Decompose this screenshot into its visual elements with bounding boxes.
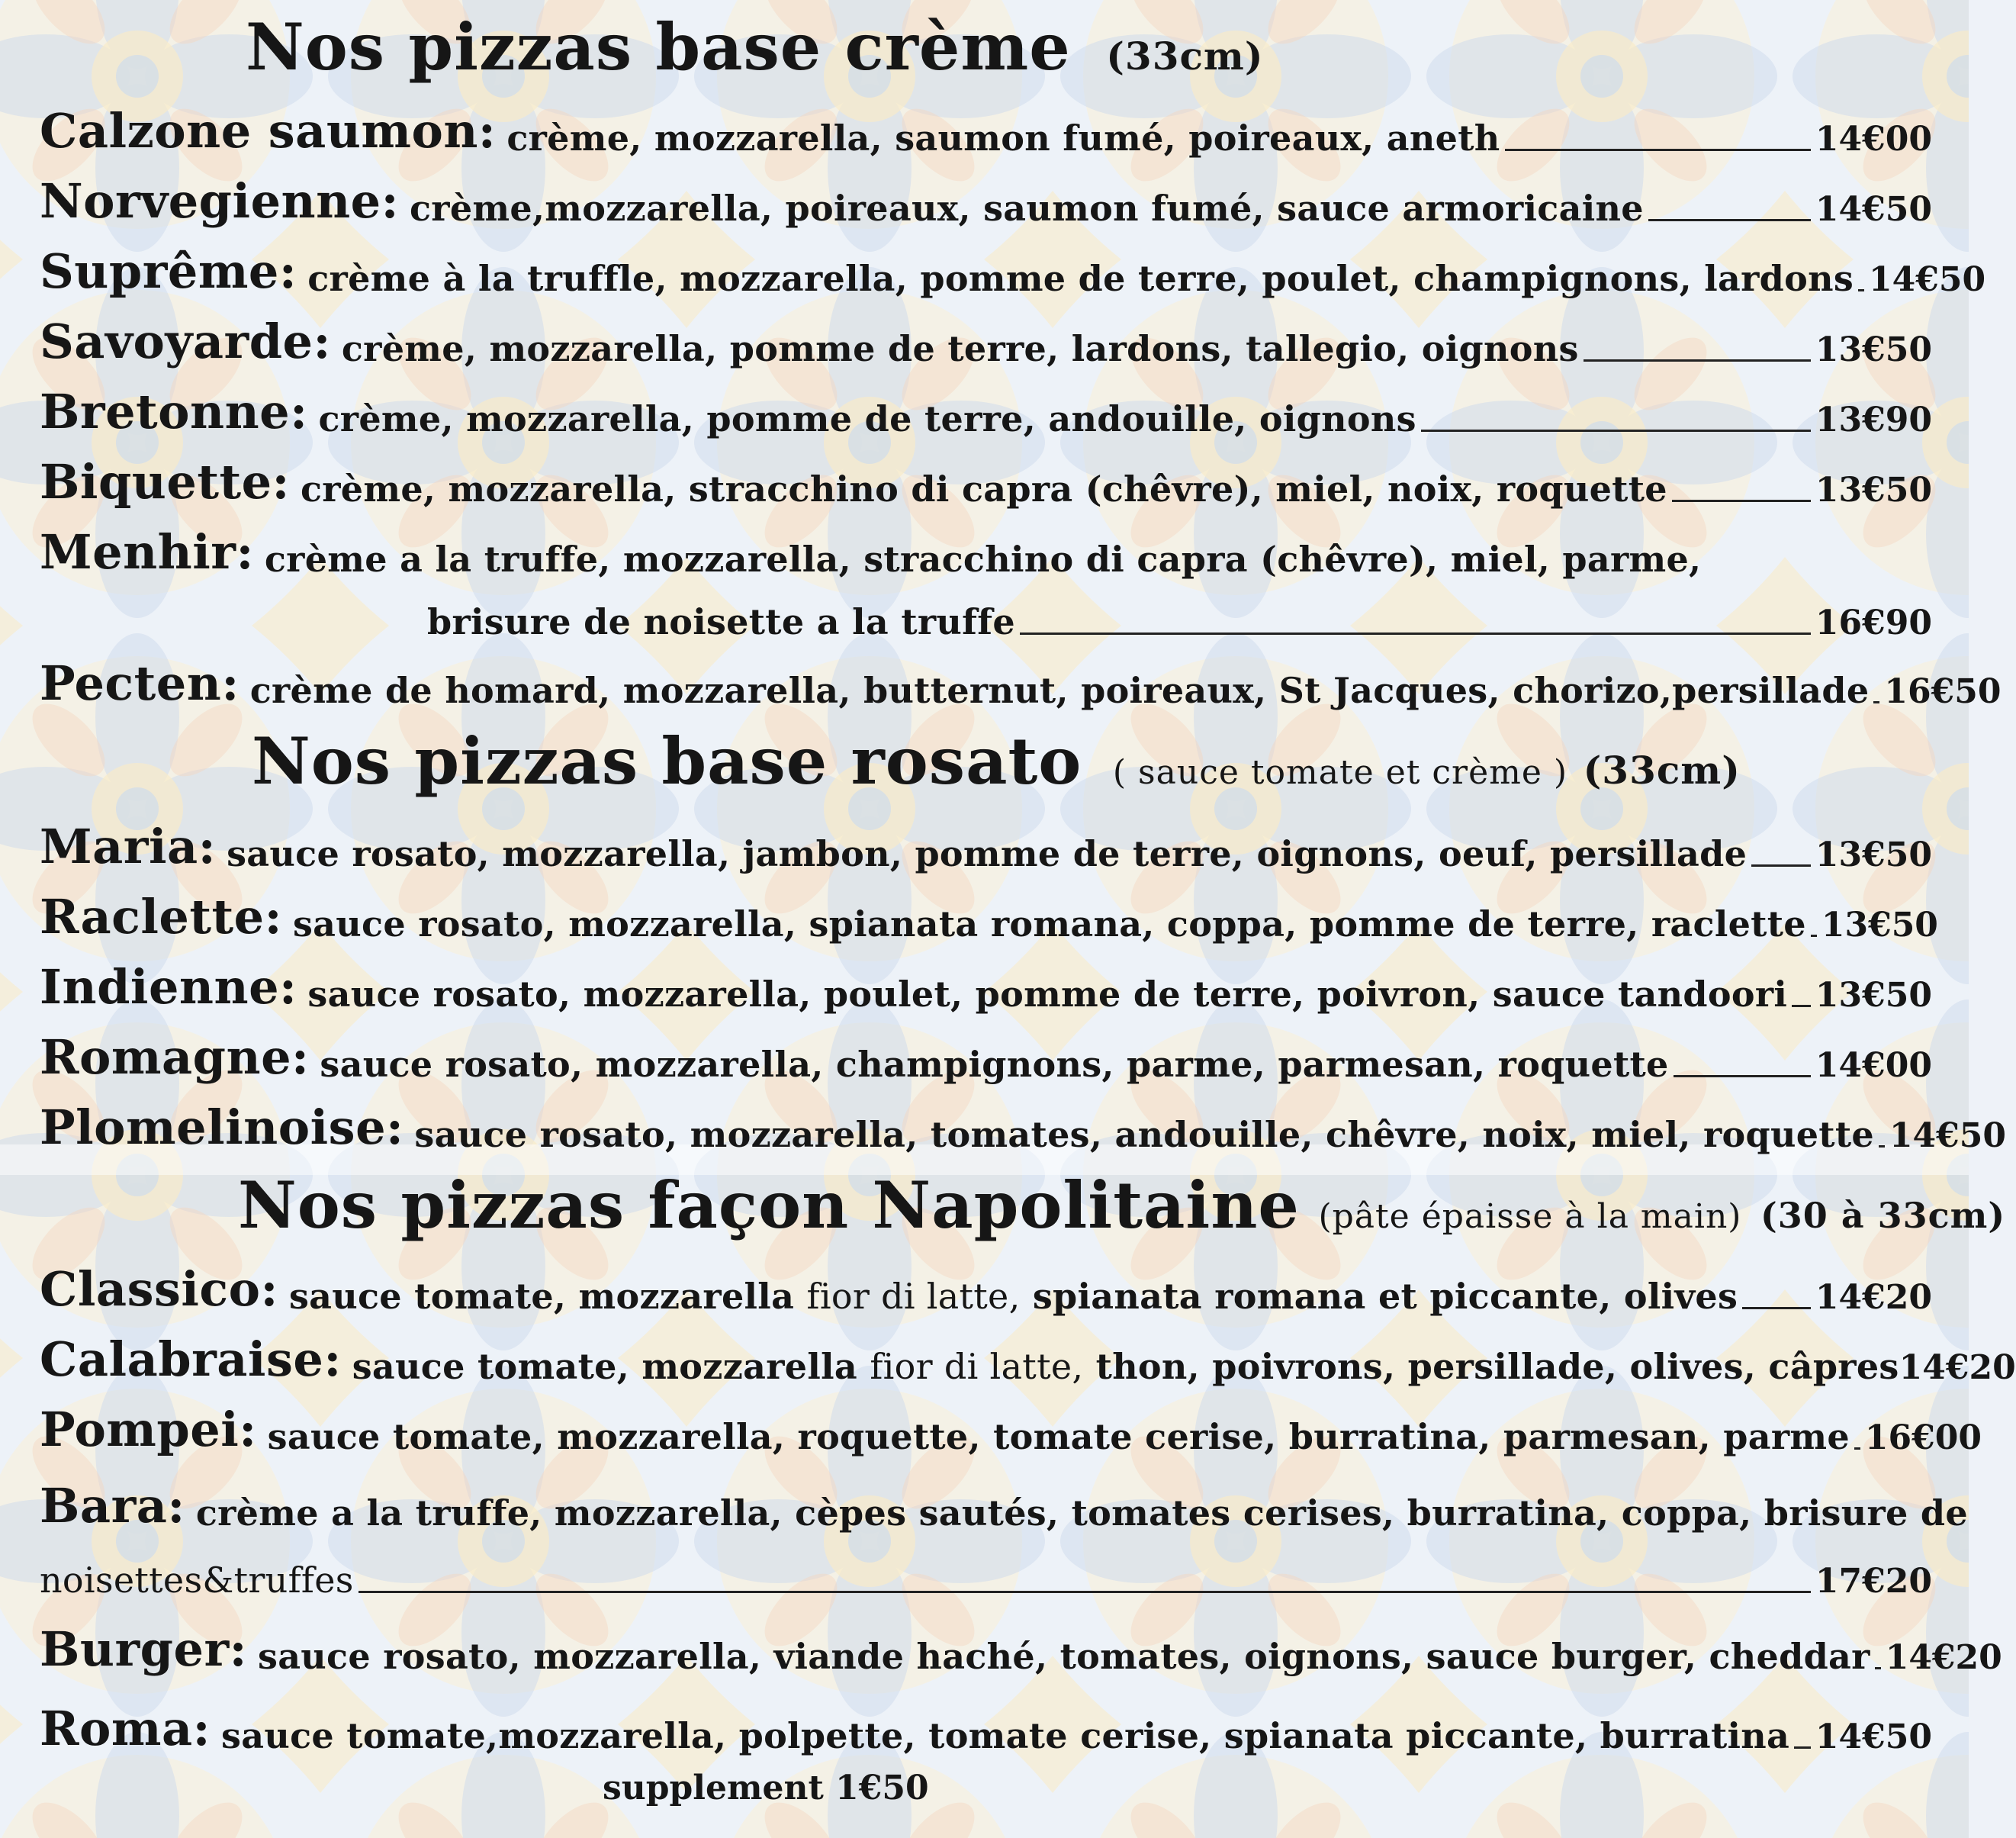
- section-title: Nos pizzas façon Napolitaine: [238, 1167, 1300, 1243]
- item-name: Menhir:: [40, 524, 254, 580]
- dotted-leader: [1792, 1005, 1811, 1007]
- item-name: Indienne:: [40, 959, 297, 1015]
- item-price: 16€00: [1864, 1418, 1982, 1457]
- dotted-leader: [359, 1591, 1811, 1593]
- item-description: sauce tomate, mozzarella, roquette, tomate cerise, burratina, parmesan, parme: [267, 1416, 1850, 1457]
- item-description: crème,mozzarella, poireaux, saumon fumé, sauce armoricaine: [410, 188, 1644, 229]
- item-name: Maria:: [40, 819, 217, 874]
- dotted-leader: [1672, 500, 1811, 502]
- item-name: Bara:: [40, 1478, 185, 1534]
- menu-item: [40, 1256, 1932, 1317]
- item-description: [289, 1276, 1738, 1317]
- section-heading-creme: [246, 9, 1264, 85]
- item-description-part: sauce tomate, mozzarella: [352, 1346, 857, 1387]
- menu-item: [40, 1024, 1932, 1085]
- item-name: Pompei:: [40, 1402, 257, 1457]
- section-title: Nos pizzas base crème: [246, 9, 1071, 85]
- item-name: Roma:: [40, 1701, 211, 1756]
- item-price: 14€50: [1815, 1717, 1932, 1756]
- dotted-leader: [1879, 1145, 1885, 1148]
- item-price: 14€20: [1815, 1278, 1932, 1317]
- dotted-leader: [1794, 1746, 1811, 1749]
- item-description: crème de homard, mozzarella, butternut, poireaux, St Jacques, chorizo,persillade: [249, 670, 1870, 711]
- menu-item: [40, 1396, 1982, 1457]
- item-price: 14€00: [1815, 120, 1932, 159]
- menu-item: [40, 1326, 2016, 1387]
- item-description: crème, mozzarella, stracchino di capra (chêvre), miel, noix, roquette: [300, 468, 1667, 510]
- section-size-note: (33cm): [1106, 34, 1264, 79]
- menu-item: [40, 650, 2002, 711]
- item-price: 17€20: [1815, 1562, 1932, 1601]
- item-description-part: spianata romana et piccante, olives: [1032, 1276, 1738, 1317]
- dotted-leader: [1421, 430, 1811, 432]
- item-description: crème, mozzarella, saumon fumé, poireaux, aneth: [506, 117, 1500, 159]
- dotted-leader: [1873, 701, 1879, 703]
- supplement-note: supplement 1€50: [603, 1769, 929, 1807]
- menu-item: [40, 954, 1932, 1015]
- item-description: sauce rosato, mozzarella, viande haché, tomates, oignons, sauce burger, cheddar: [258, 1636, 1870, 1677]
- item-price: 14€50: [1815, 190, 1932, 229]
- section-heading-rosato: [252, 723, 1741, 799]
- menu-item: [40, 238, 1986, 299]
- dotted-leader: [1505, 149, 1811, 151]
- item-name: Norvegienne:: [40, 173, 399, 229]
- item-price: 14€50: [1889, 1116, 2007, 1155]
- dotted-leader: [1858, 289, 1864, 291]
- item-description: crème a la truffe, mozzarella, stracchino di capra (chêvre), miel, parme,: [264, 539, 1702, 580]
- menu-item: [40, 884, 1938, 945]
- menu-item: [40, 378, 1932, 439]
- item-description-highlight: fior di latte,: [870, 1346, 1084, 1387]
- item-price: 13€50: [1815, 471, 1932, 510]
- item-name: Suprême:: [40, 243, 297, 299]
- item-price: 16€50: [1884, 672, 2002, 711]
- menu-item: [40, 813, 1932, 874]
- menu-item: [40, 519, 1932, 580]
- menu-item: [40, 449, 1932, 510]
- section-title: Nos pizzas base rosato: [252, 723, 1082, 799]
- section-note: ( sauce tomate et crème ): [1112, 753, 1568, 792]
- dotted-leader: [1854, 1447, 1860, 1450]
- menu-item: [40, 168, 1932, 229]
- item-price: 14€50: [1869, 260, 1986, 299]
- item-name: Savoyarde:: [40, 314, 331, 369]
- menu-item: [40, 308, 1932, 369]
- item-name: Biquette:: [40, 454, 290, 510]
- item-price: 14€20: [1899, 1348, 2016, 1387]
- menu-item: [40, 1616, 2002, 1677]
- item-description: [352, 1346, 1899, 1387]
- item-price: 14€20: [1885, 1638, 2002, 1677]
- dotted-leader: [1648, 219, 1811, 221]
- item-name: Plomelinoise:: [40, 1099, 404, 1155]
- item-name: Bretonne:: [40, 384, 308, 439]
- menu-item: [40, 1473, 1968, 1534]
- item-name: Burger:: [40, 1621, 247, 1677]
- item-price: 13€50: [1815, 835, 1932, 874]
- item-description-part: thon, poivrons, persillade, olives, câpres: [1095, 1346, 1899, 1387]
- item-price: 13€50: [1821, 906, 1938, 945]
- section-size-note: (30 à 33cm): [1760, 1195, 2006, 1236]
- section-note: (pâte épaisse à la main): [1318, 1197, 1742, 1236]
- item-price: 13€50: [1815, 976, 1932, 1015]
- item-price: 13€90: [1815, 401, 1932, 439]
- item-description-continued: noisettes&truffes: [40, 1560, 354, 1601]
- item-description: sauce rosato, mozzarella, tomates, andouille, chêvre, noix, miel, roquette: [414, 1114, 1874, 1155]
- item-description: crème à la truffle, mozzarella, pomme de terre, poulet, champignons, lardons: [307, 258, 1854, 299]
- item-description-highlight: fior di latte,: [806, 1276, 1021, 1317]
- item-description: sauce rosato, mozzarella, jambon, pomme de terre, oignons, oeuf, persillade: [227, 833, 1748, 874]
- menu-item: [40, 1094, 2007, 1155]
- item-description: crème, mozzarella, pomme de terre, andouille, oignons: [318, 398, 1416, 439]
- dotted-leader: [1584, 359, 1811, 362]
- item-description-part: sauce tomate, mozzarella: [288, 1276, 795, 1317]
- section-size-note: (33cm): [1583, 748, 1741, 793]
- item-price: 16€90: [1815, 604, 1932, 642]
- menu-item: [40, 98, 1932, 159]
- dotted-leader: [1020, 633, 1811, 635]
- item-description: sauce tomate,mozzarella, polpette, tomate cerise, spianata piccante, burratina: [221, 1715, 1790, 1756]
- item-description: crème a la truffe, mozzarella, cèpes sautés, tomates cerises, burratina, coppa, brisure de: [195, 1492, 1968, 1534]
- item-description-continued: brisure de noisette a la truffe: [427, 601, 1015, 642]
- item-description: sauce rosato, mozzarella, poulet, pomme de terre, poivron, sauce tandoori: [307, 974, 1788, 1015]
- item-price: 13€50: [1815, 330, 1932, 369]
- menu-item-continuation: [40, 1540, 1932, 1601]
- item-description: sauce rosato, mozzarella, champignons, parme, parmesan, roquette: [320, 1044, 1669, 1085]
- dotted-leader: [1811, 935, 1817, 937]
- menu-item: [40, 1695, 1932, 1756]
- item-name: Calabraise:: [40, 1331, 342, 1387]
- item-name: Raclette:: [40, 889, 282, 945]
- item-name: Pecten:: [40, 655, 240, 711]
- dotted-leader: [1875, 1667, 1881, 1669]
- item-name: Calzone saumon:: [40, 103, 497, 159]
- item-description: crème, mozzarella, pomme de terre, lardons, tallegio, oignons: [341, 328, 1579, 369]
- item-name: Classico:: [40, 1261, 278, 1317]
- section-heading-napolitaine: [238, 1167, 2005, 1243]
- dotted-leader: [1674, 1075, 1811, 1077]
- item-name: Romagne:: [40, 1029, 310, 1085]
- item-price: 14€00: [1815, 1046, 1932, 1085]
- dotted-leader: [1742, 1307, 1811, 1309]
- menu-item-continuation: [427, 581, 1932, 642]
- dotted-leader: [1751, 864, 1811, 867]
- item-description: sauce rosato, mozzarella, spianata romana, coppa, pomme de terre, raclette: [292, 903, 1806, 945]
